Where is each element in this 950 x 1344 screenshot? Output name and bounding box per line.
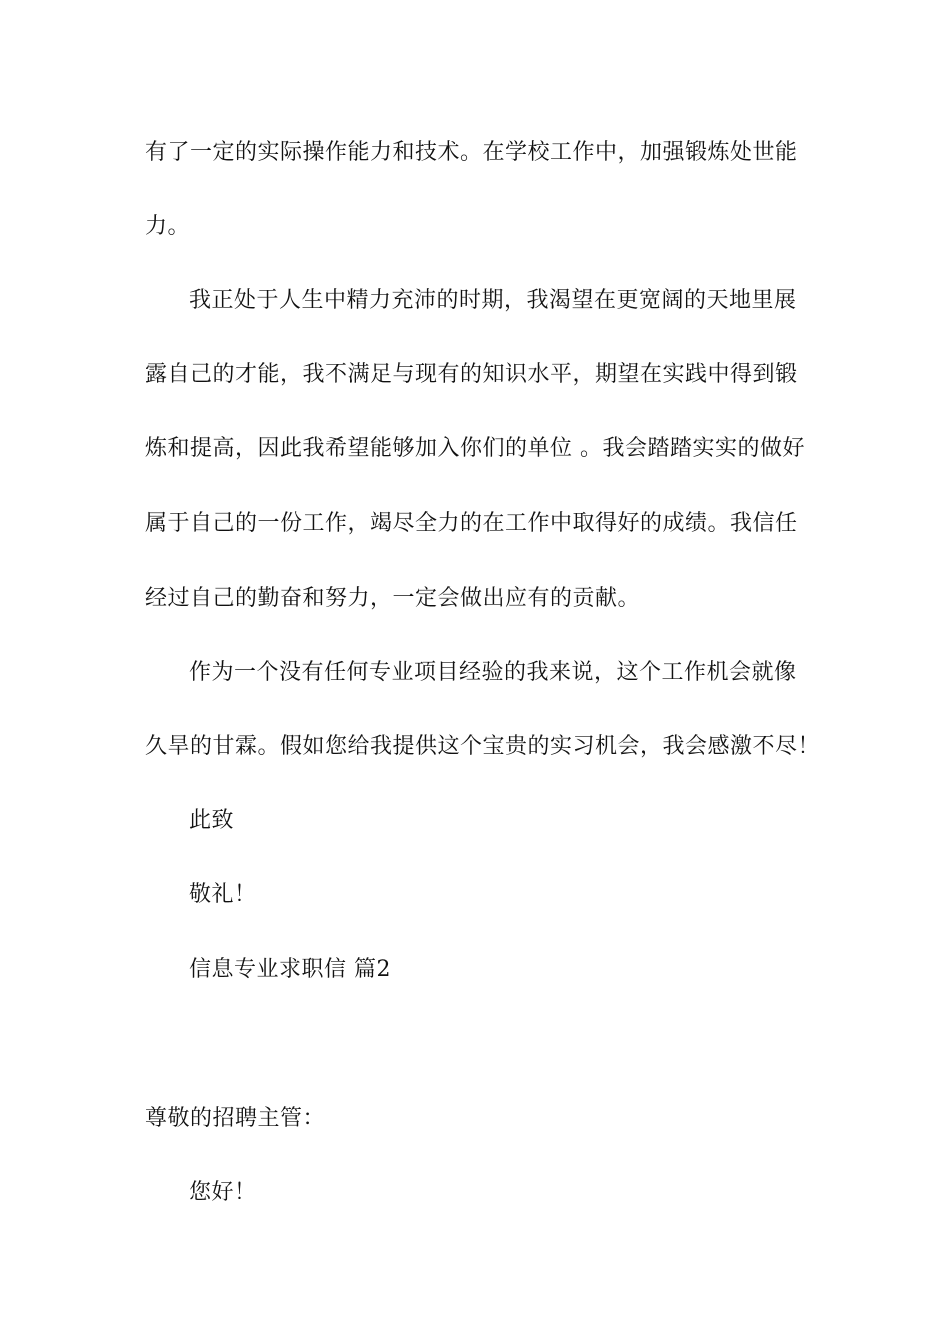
- closing-regards: 敬礼！: [189, 882, 257, 907]
- paragraph-line: 有了一定的实际操作能力和技术。在学校工作中，加强锻炼处世能: [145, 140, 798, 165]
- paragraph-line: 属于自己的一份工作，竭尽全力的在工作中取得好的成绩。我信任: [145, 511, 798, 536]
- paragraph-line: 炼和提高，因此我希望能够加入你们的单位 。我会踏踏实实的做好: [145, 436, 805, 461]
- paragraph-line: 作为一个没有任何专业项目经验的我来说，这个工作机会就像: [189, 660, 797, 685]
- paragraph-line: 露自己的才能，我不满足与现有的知识水平，期望在实践中得到锻: [145, 362, 798, 387]
- greeting-hello: 您好！: [189, 1180, 257, 1205]
- paragraph-line: 经过自己的勤奋和努力，一定会做出应有的贡献。: [145, 586, 641, 611]
- paragraph-line: 我正处于人生中精力充沛的时期，我渴望在更宽阔的天地里展: [189, 288, 797, 313]
- section-heading: 信息专业求职信 篇2: [189, 957, 391, 982]
- paragraph-line: 力。: [145, 214, 191, 239]
- paragraph-line: 久旱的甘霖。假如您给我提供这个宝贵的实习机会，我会感激不尽！: [145, 734, 821, 759]
- greeting-line: 尊敬的招聘主管：: [145, 1106, 326, 1131]
- closing-salutation: 此致: [189, 808, 235, 833]
